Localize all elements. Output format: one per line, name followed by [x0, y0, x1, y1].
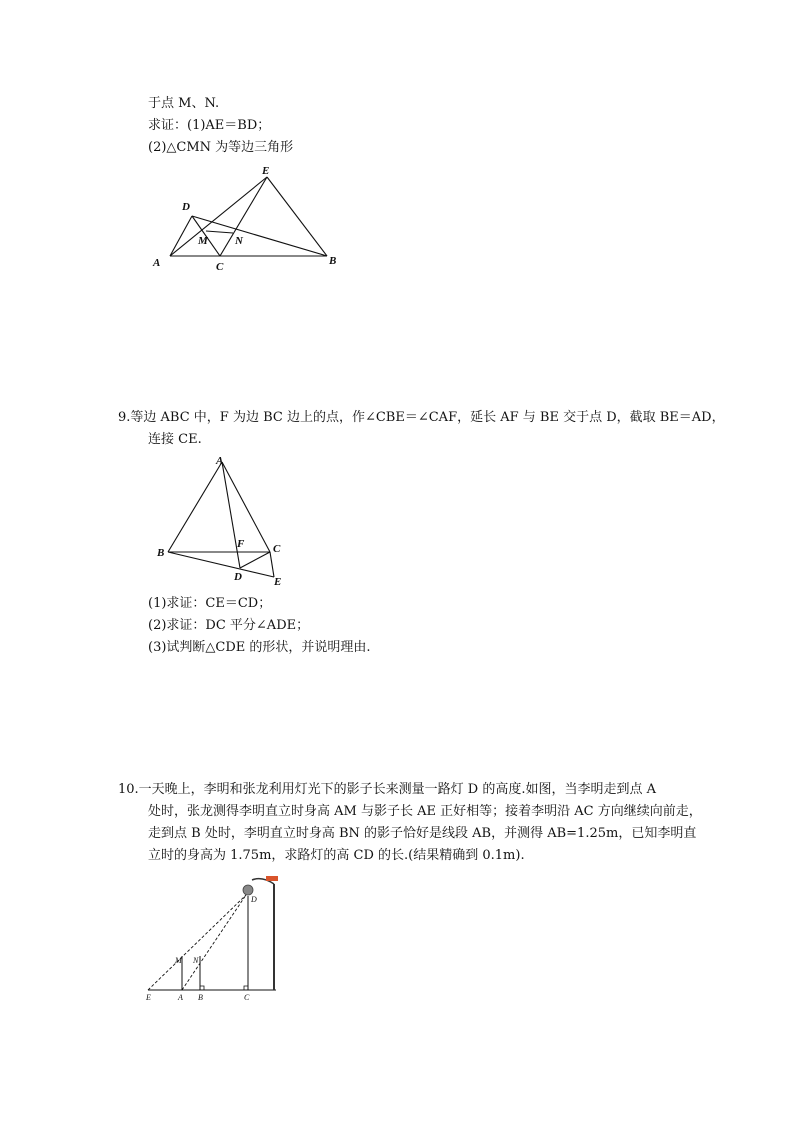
p10-right-angle-B	[200, 986, 204, 990]
p9-seg-CD	[240, 552, 270, 568]
p8-seg-AE	[170, 177, 267, 256]
p10-lamp-head	[243, 885, 253, 895]
p8-label-D: D	[182, 201, 190, 213]
p8-line-1: 于点 M、N.	[148, 96, 220, 111]
p8-figure	[145, 160, 385, 275]
p10-label-M: M	[175, 956, 182, 965]
p10-label-N: N	[193, 956, 199, 965]
p8-proof-2: (2)△CMN 为等边三角形	[148, 140, 294, 155]
p9-question-1: (1)求证：CE＝CD；	[148, 596, 272, 611]
p9-line-2: 连接 CE.	[148, 432, 202, 447]
p9-label-C: C	[273, 543, 281, 555]
p9-figure	[150, 452, 300, 587]
p9-line-1: 9.等边 ABC 中，F 为边 BC 边上的点，作∠CBE＝∠CAF，延长 AF 与 BE 交于点 D，截取 BE＝AD，	[118, 410, 725, 425]
p8-label-A: A	[153, 257, 161, 269]
p10-label-A: A	[178, 993, 183, 1002]
p10-label-D: D	[251, 895, 257, 904]
p8-label-N: N	[235, 235, 243, 247]
p9-seg-CE	[270, 552, 274, 577]
p9-question-2: (2)求证：DC 平分∠ADE；	[148, 618, 310, 633]
p10-label-E: E	[146, 993, 151, 1002]
p9-seg-BE	[168, 552, 274, 577]
p10-lamp-sign	[266, 876, 278, 881]
p8-seg-AD	[170, 216, 192, 256]
p9-label-E: E	[274, 576, 282, 587]
p10-label-C: C	[244, 993, 250, 1002]
p10-line-1: 10.一天晚上，李明和张龙利用灯光下的影子长来测量一路灯 D 的高度.如图，当李明走到点 A	[118, 782, 657, 797]
p9-label-F: F	[237, 538, 245, 550]
p10-right-angle-C	[244, 986, 248, 990]
p8-proof-1: 求证：(1)AE＝BD；	[148, 118, 271, 133]
p9-label-A: A	[216, 455, 224, 467]
p10-ray-A	[182, 895, 246, 990]
p8-label-C: C	[216, 261, 224, 273]
p9-question-3: (3)试判断△CDE 的形状，并说明理由.	[148, 640, 371, 655]
p9-seg-AB	[168, 462, 222, 552]
p10-line-3: 走到点 B 处时，李明直立时身高 BN 的影子恰好是线段 AB，并测得 AB=1.25m，已知李明直	[148, 826, 697, 841]
p10-ray-E	[148, 895, 246, 990]
p8-seg-MN	[206, 231, 233, 233]
p8-label-B: B	[329, 255, 337, 267]
p8-seg-EB	[267, 177, 327, 256]
p8-label-E: E	[262, 165, 270, 177]
p8-seg-DB	[192, 216, 327, 256]
p10-line-4: 立时的身高为 1.75m，求路灯的高 CD 的长.(结果精确到 0.1m).	[148, 848, 525, 863]
p10-label-B: B	[198, 993, 203, 1002]
p10-line-2: 处时，张龙测得李明直立时身高 AM 与影子长 AE 正好相等；接着李明沿 AC 方向继续向前走，	[148, 804, 702, 819]
p8-label-M: M	[198, 235, 208, 247]
p9-label-B: B	[157, 547, 165, 559]
p9-label-D: D	[234, 571, 242, 583]
p10-figure	[142, 870, 292, 1005]
p8-seg-CE	[220, 177, 267, 256]
